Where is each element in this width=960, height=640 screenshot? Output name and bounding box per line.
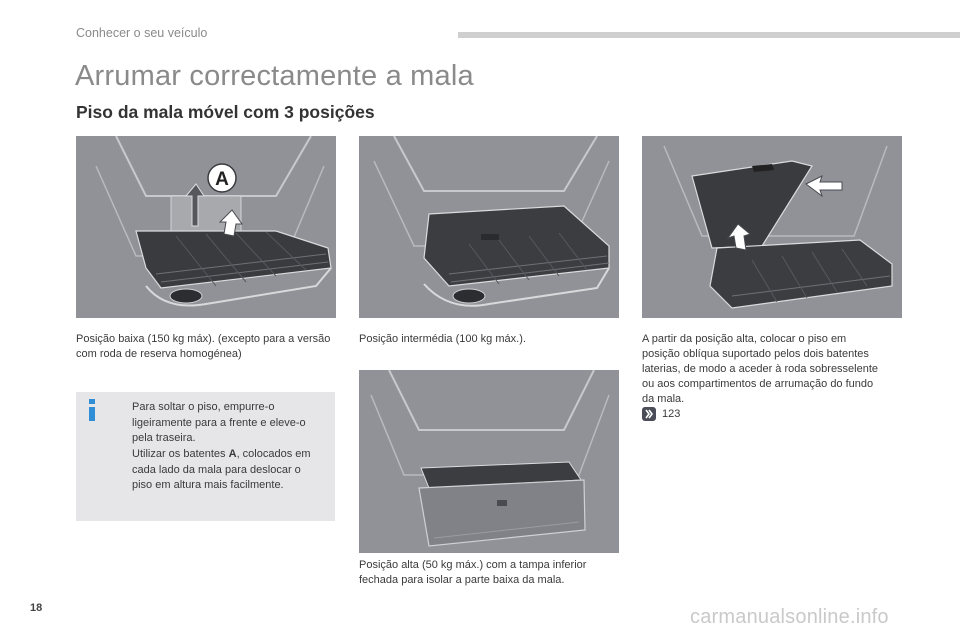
trunk-illustration-oblique [642, 136, 902, 318]
photo-intermediate-position [359, 136, 619, 318]
caption-high-position: Posição alta (50 kg máx.) com a tampa inferior fechada para isolar a parte baixa da mala. [359, 559, 587, 586]
running-header: Conhecer o seu veículo [76, 26, 208, 40]
reference-page-number: 123 [662, 408, 681, 420]
caption-intermediate-position: Posição intermédia (100 kg máx.). [359, 333, 526, 345]
photo-low-position [76, 136, 336, 318]
info-item-1: Para soltar o piso, empurre-o ligeiramente para a frente e eleve-o pela traseira. [132, 401, 306, 444]
page-title: Arrumar correctamente a mala [75, 60, 474, 92]
trunk-illustration-intermediate [359, 136, 619, 318]
info-item-2: Utilizar os batentes A, colocados em cada lado da mala para deslocar o piso em altura mais facilmente. [132, 448, 311, 491]
page-link-icon [642, 407, 656, 421]
section-title: Piso da mala móvel com 3 posições [76, 102, 375, 122]
photo-high-position [359, 370, 619, 553]
stop-label-a: A [228, 448, 237, 460]
header-rule [458, 32, 960, 38]
watermark: carmanualsonline.info [690, 606, 889, 628]
caption-oblique-position: A partir da posição alta, colocar o piso em posição oblíqua suportado pelos dois batentes laterias, de modo a aceder à roda sobresselente ou aos compartimentos de arrumação do fundo da mala. [642, 333, 879, 405]
photo-oblique-position [642, 136, 902, 318]
caption-low-position: Posição baixa (150 kg máx). (excepto para a versão com roda de reserva homogénea) [76, 333, 331, 360]
figure-label-a: A [215, 169, 229, 190]
page-reference[interactable] [642, 407, 680, 421]
info-box [76, 392, 335, 521]
trunk-illustration-high [359, 370, 619, 553]
trunk-illustration-low [76, 136, 336, 318]
info-icon [86, 399, 98, 421]
page-number: 18 [30, 602, 43, 614]
